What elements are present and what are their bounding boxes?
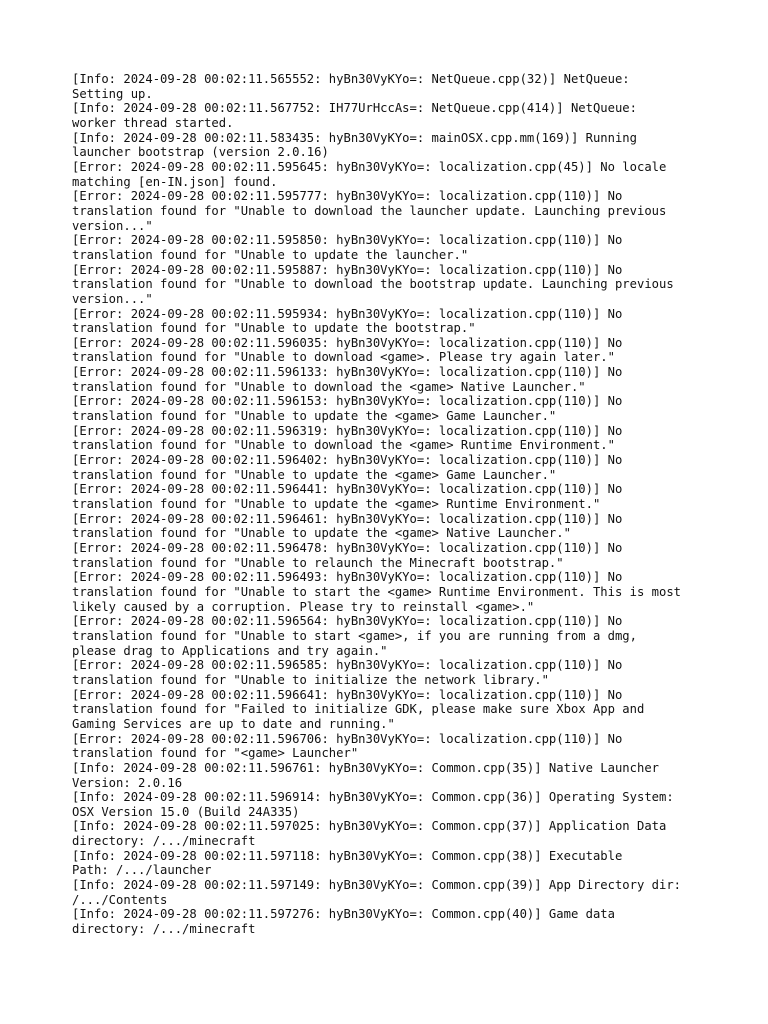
log-line: translation found for "Unable to relaunch the Minecraft bootstrap." — [72, 555, 564, 570]
log-line: translation found for "Unable to update the launcher." — [72, 247, 469, 262]
log-line: translation found for "<game> Launcher" — [72, 746, 359, 761]
log-line: [Error: 2024-09-28 00:02:11.596441: hyBn30VyKYo=: localization.cpp(110)] No — [72, 482, 623, 497]
log-line: OSX Version 15.0 (Build 24A335) — [72, 804, 300, 819]
log-line: /.../Contents — [72, 892, 168, 907]
log-line: [Info: 2024-09-28 00:02:11.567752: IH77UrHccAs=: NetQueue.cpp(414)] NetQueue: — [72, 101, 637, 116]
log-line: [Error: 2024-09-28 00:02:11.596493: hyBn30VyKYo=: localization.cpp(110)] No — [72, 570, 623, 585]
log-line: [Info: 2024-09-28 00:02:11.596914: hyBn30VyKYo=: Common.cpp(36)] Operating System: — [72, 790, 674, 805]
log-line: worker thread started. — [72, 115, 234, 130]
log-line: [Info: 2024-09-28 00:02:11.597276: hyBn30VyKYo=: Common.cpp(40)] Game data — [72, 907, 615, 922]
log-line: [Error: 2024-09-28 00:02:11.596478: hyBn30VyKYo=: localization.cpp(110)] No — [72, 541, 623, 555]
log-line: matching [en-IN.json] found. — [72, 174, 278, 189]
log-line: directory: /.../minecraft — [72, 834, 256, 849]
log-line: please drag to Applications and try again." — [72, 643, 388, 658]
log-line: [Error: 2024-09-28 00:02:11.596564: hyBn30VyKYo=: localization.cpp(110)] No — [72, 614, 623, 629]
log-line: directory: /.../minecraft — [72, 922, 256, 937]
log-line: [Error: 2024-09-28 00:02:11.596319: hyBn30VyKYo=: localization.cpp(110)] No — [72, 423, 623, 438]
log-line: [Error: 2024-09-28 00:02:11.595850: hyBn30VyKYo=: localization.cpp(110)] No — [72, 233, 623, 248]
log-line: [Info: 2024-09-28 00:02:11.596761: hyBn30VyKYo=: Common.cpp(35)] Native Launcher — [72, 760, 659, 775]
log-line: [Info: 2024-09-28 00:02:11.583435: hyBn30VyKYo=: mainOSX.cpp.mm(169)] Running — [72, 130, 637, 145]
log-line: likely caused by a corruption. Please try to reinstall <game>." — [72, 599, 535, 614]
log-line: Version: 2.0.16 — [72, 775, 183, 790]
log-line: translation found for "Unable to update the <game> Game Launcher." — [72, 409, 557, 424]
log-line: [Error: 2024-09-28 00:02:11.595934: hyBn30VyKYo=: localization.cpp(110)] No — [72, 306, 623, 321]
log-line: translation found for "Unable to download the <game> Native Launcher." — [72, 379, 586, 394]
log-line: Gaming Services are up to date and running." — [72, 716, 395, 731]
log-line: translation found for "Unable to download <game>. Please try again later." — [72, 350, 615, 365]
log-line: translation found for "Unable to start the <game> Runtime Environment. This is most — [72, 584, 682, 599]
log-line: [Error: 2024-09-28 00:02:11.596641: hyBn30VyKYo=: localization.cpp(110)] No — [72, 687, 623, 702]
log-line: [Error: 2024-09-28 00:02:11.595777: hyBn30VyKYo=: localization.cpp(110)] No — [72, 189, 623, 204]
log-line: [Error: 2024-09-28 00:02:11.596402: hyBn30VyKYo=: localization.cpp(110)] No — [72, 453, 623, 468]
log-line: translation found for "Unable to start <game>, if you are running from a dmg, — [72, 628, 637, 643]
log-line: Path: /.../launcher — [72, 863, 212, 878]
log-line: translation found for "Unable to update the <game> Native Launcher." — [72, 526, 571, 541]
log-line: translation found for "Unable to update the <game> Runtime Environment." — [72, 497, 601, 512]
log-line: [Info: 2024-09-28 00:02:11.597118: hyBn30VyKYo=: Common.cpp(38)] Executable — [72, 848, 623, 863]
log-line: Setting up. — [72, 86, 153, 101]
log-line: [Error: 2024-09-28 00:02:11.596585: hyBn30VyKYo=: localization.cpp(110)] No — [72, 658, 623, 673]
log-line: [Info: 2024-09-28 00:02:11.565552: hyBn30VyKYo=: NetQueue.cpp(32)] NetQueue: — [72, 72, 630, 86]
log-line: translation found for "Unable to initialize the network library." — [72, 672, 549, 687]
log-line: translation found for "Unable to update the bootstrap." — [72, 321, 476, 336]
log-line: version..." — [72, 291, 153, 306]
log-line: translation found for "Unable to download the bootstrap update. Launching previous — [72, 277, 674, 292]
log-line: translation found for "Failed to initialize GDK, please make sure Xbox App and — [72, 702, 645, 717]
log-line: [Error: 2024-09-28 00:02:11.596153: hyBn30VyKYo=: localization.cpp(110)] No — [72, 394, 623, 409]
log-line: [Info: 2024-09-28 00:02:11.597149: hyBn30VyKYo=: Common.cpp(39)] App Directory dir: — [72, 878, 682, 893]
log-line: [Error: 2024-09-28 00:02:11.595887: hyBn30VyKYo=: localization.cpp(110)] No — [72, 262, 623, 277]
log-line: [Error: 2024-09-28 00:02:11.596461: hyBn30VyKYo=: localization.cpp(110)] No — [72, 511, 623, 526]
log-line: version..." — [72, 218, 153, 233]
log-line: [Error: 2024-09-28 00:02:11.596035: hyBn30VyKYo=: localization.cpp(110)] No — [72, 335, 623, 350]
log-line: [Error: 2024-09-28 00:02:11.596706: hyBn30VyKYo=: localization.cpp(110)] No — [72, 731, 623, 746]
log-line: [Error: 2024-09-28 00:02:11.596133: hyBn30VyKYo=: localization.cpp(110)] No — [72, 365, 623, 380]
log-line: translation found for "Unable to download the <game> Runtime Environment." — [72, 438, 615, 453]
log-line: translation found for "Unable to update the <game> Game Launcher." — [72, 467, 557, 482]
log-line: [Error: 2024-09-28 00:02:11.595645: hyBn30VyKYo=: localization.cpp(45)] No locale — [72, 159, 667, 174]
log-line: launcher bootstrap (version 2.0.16) — [72, 145, 329, 160]
log-line: translation found for "Unable to download the launcher update. Launching previous — [72, 203, 667, 218]
log-line: [Info: 2024-09-28 00:02:11.597025: hyBn30VyKYo=: Common.cpp(37)] Application Data — [72, 819, 667, 834]
log-output — [72, 72, 712, 937]
